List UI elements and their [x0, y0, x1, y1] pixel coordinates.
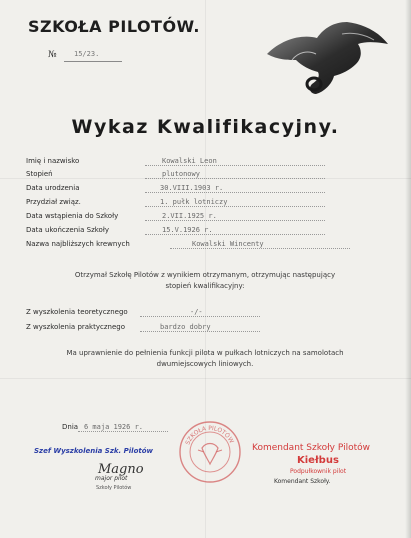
field-relatives-dots [170, 247, 350, 249]
date-label: Dnia [62, 423, 79, 431]
body-line-1: Otrzymał Szkołę Pilotów z wynikiem otrzymanym, otrzymując następujący [74, 271, 336, 279]
field-rank-value: plutonowy [162, 170, 200, 178]
practical-label: Z wyszkolenia praktycznego [26, 323, 125, 331]
field-unit-dots [145, 205, 325, 207]
field-birthdate-dots [145, 191, 325, 193]
field-rank-dots [145, 177, 325, 179]
signature-right-title: Komendant Szkoły Pilotów [252, 443, 371, 453]
rights-line-2: dwumiejscowych liniowych. [156, 360, 254, 368]
number-label: № [48, 50, 57, 60]
rights-line-1: Ma uprawnienie do pełnienia funkcji pilota w pułkach lotniczych na samolotach [66, 349, 344, 357]
round-stamp-icon [178, 420, 242, 484]
field-birthdate-value: 30.VIII.1903 r. [160, 184, 224, 192]
practical-value: bardzo dobry [160, 323, 211, 331]
field-unit-value: 1. pułk lotniczy [160, 198, 228, 206]
body-line-2: stopień kwalifikacyjny: [165, 282, 245, 290]
document-title: Wykaz Kwalifikacyjny. [71, 116, 340, 138]
number-value: 15/23. [74, 50, 100, 58]
field-graduation-date-value: 15.V.1926 r. [162, 226, 213, 234]
practical-dots [140, 330, 260, 332]
field-rank-label: Stopień [26, 170, 53, 178]
signature-left-name: Magno [98, 462, 144, 477]
number-underline [64, 61, 122, 62]
field-name-dots [145, 164, 325, 166]
signature-right-rank: Podpułkownik pilot [290, 468, 347, 475]
field-relatives-label: Nazwa najbliższych krewnych [26, 240, 130, 248]
signature-left-foot: Szkoły Pilotów [96, 485, 132, 491]
field-entry-date-value: 2.VII.1925 r. [162, 212, 217, 220]
fold-line-horizontal-bottom [0, 378, 411, 379]
field-graduation-date-dots [145, 233, 325, 235]
field-unit-label: Przydział związ. [26, 198, 81, 206]
signature-right-foot: Komendant Szkoły. [274, 478, 331, 485]
field-birthdate-label: Data urodzenia [26, 184, 80, 192]
signature-right-name: Kiełbus [297, 455, 339, 466]
theory-dots [140, 315, 260, 317]
signature-left-rank: major pilot [95, 475, 128, 482]
paper-edge-shadow [405, 0, 411, 538]
stamp-text: SZKOŁA PILOTÓW [184, 424, 235, 446]
field-name-value: Kowalski Leon [162, 157, 217, 165]
field-name-label: Imię i nazwisko [26, 157, 80, 165]
signature-left-title: Szef Wyszkolenia Szk. Pilotów [34, 447, 154, 455]
date-value: 6 maja 1926 r. [84, 423, 144, 431]
field-graduation-date-label: Data ukończenia Szkoły [26, 226, 109, 234]
field-relatives-value: Kowalski Wincenty [192, 240, 264, 248]
pilot-badge-icon [262, 14, 392, 98]
date-dots [78, 430, 168, 432]
field-entry-date-label: Data wstąpienia do Szkoły [26, 212, 119, 220]
field-entry-date-dots [145, 219, 325, 221]
theory-value: -/- [190, 308, 203, 316]
theory-label: Z wyszkolenia teoretycznego [26, 308, 128, 316]
school-heading: SZKOŁA PILOTÓW. [28, 17, 200, 36]
